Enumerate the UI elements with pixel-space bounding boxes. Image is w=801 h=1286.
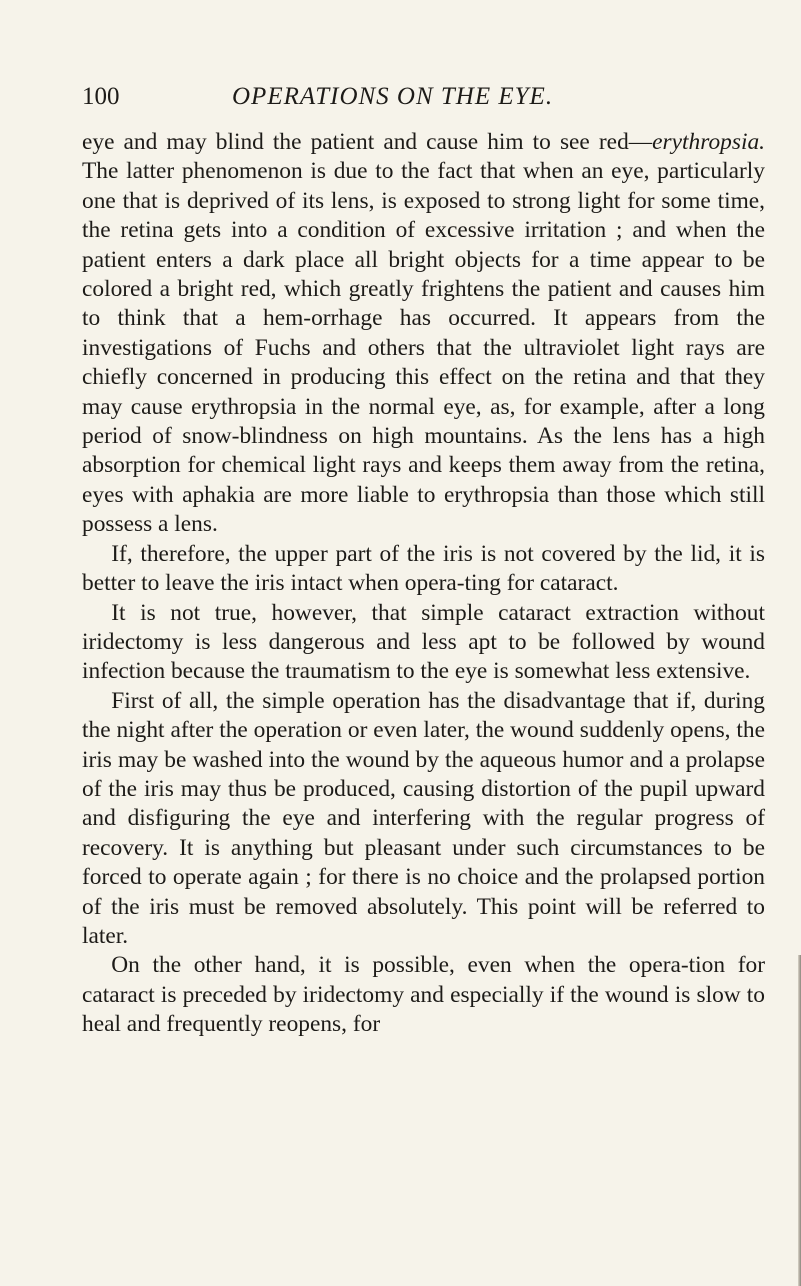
paragraph-iris-intact: If, therefore, the upper part of the iris is not covered by the lid, it is better to leave the iris intact when opera-ting for cataract. (82, 540, 765, 597)
paragraph-lead: eye and may blind the patient and cause him to see red— (82, 129, 653, 155)
paragraph-other-hand: On the other hand, it is possible, even when the opera-tion for cataract is preceded by iridectomy and especially if the wound is slow to heal and frequently reopens, for (82, 952, 765, 1038)
paragraph-erythropsia (82, 128, 765, 540)
italic-term: erythropsia. (652, 129, 765, 155)
paragraph-simple-extraction: It is not true, however, that simple cataract extraction without iridectomy is less dangerous and less apt to be followed by wound infection because the traumatism to the eye is somewhat less extensive. (82, 599, 765, 685)
running-head (82, 80, 764, 114)
paragraph-continuation: The latter phenomenon is due to the fact that when an eye, particularly one that is deprived of its lens, is exposed to strong light for some time, the retina gets into a condition of excessive irritation ; and when the patient enters a dark place all bright objects for a time appear to be colored a bright red, which greatly frightens the patient and causes him to think that a hem-orrhage has occurred. It appears from the investigations of Fuchs and others that the ultraviolet light rays are chiefly concerned in producing this effect on the retina and that they may cause erythropsia in the normal eye, as, for example, after a long period of snow-blindness on high mountains. As the lens has a high absorption for chemical light rays and keeps them away from the retina, eyes with aphakia are more liable to erythropsia than those which still possess a lens. (82, 158, 765, 538)
paragraph-disadvantage: First of all, the simple operation has the disadvantage that if, during the night after the operation or even later, the wound suddenly opens, the iris may be washed into the wound by the aqueous humor and a prolapse of the iris may thus be produced, causing distortion of the pupil upward and disfiguring the eye and interfering with the regular progress of recovery. It is anything but pleasant under such circumstances to be forced to operate again ; for there is no choice and the prolapsed portion of the iris must be removed absolutely. This point will be referred to later. (82, 687, 765, 949)
body-text (82, 128, 765, 1040)
page-number: 100 (82, 83, 120, 110)
running-title: OPERATIONS ON THE EYE. (232, 83, 554, 110)
